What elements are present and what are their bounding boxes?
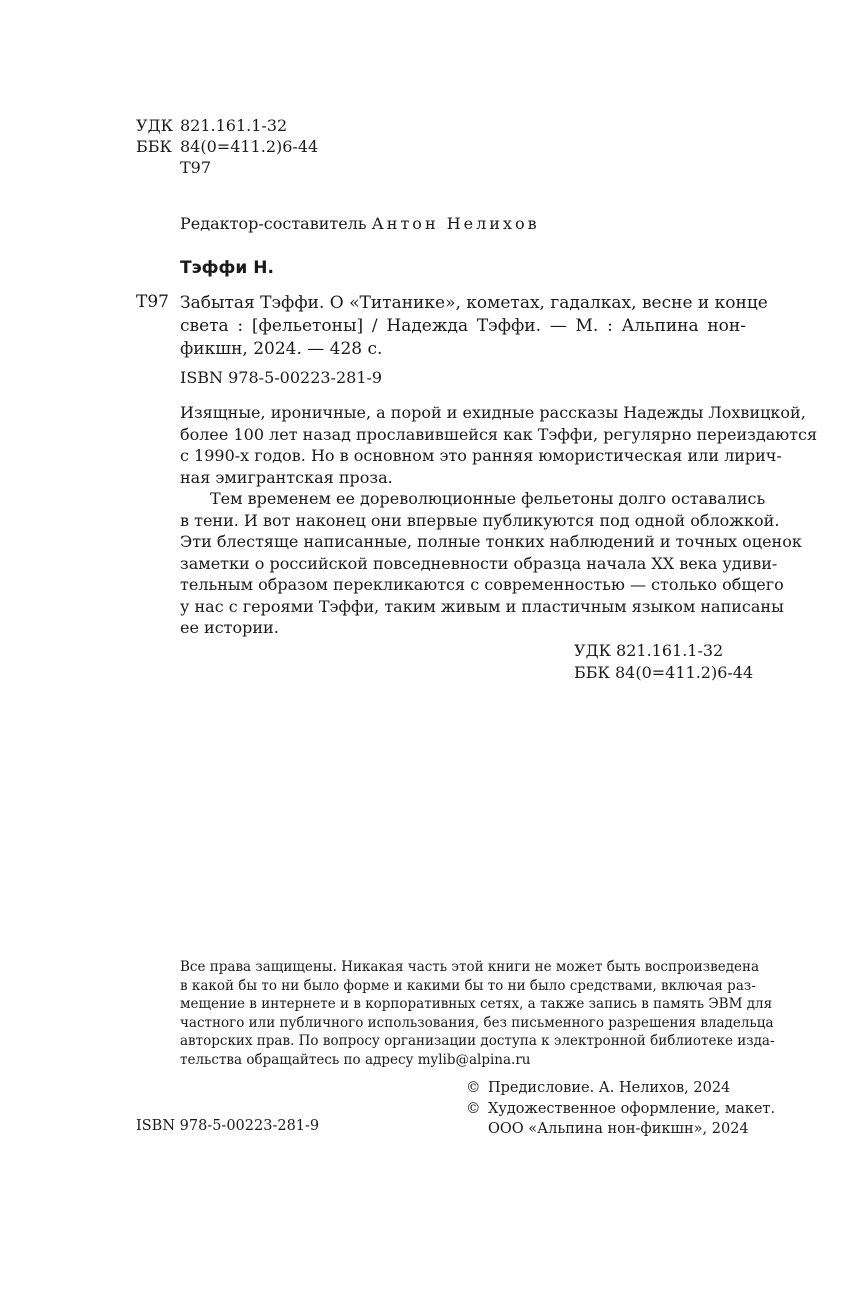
bbk-label: ББК xyxy=(136,137,172,156)
rights-line: авторских прав. По вопросу организации доступа к электронной библиотеке изда- xyxy=(180,1033,775,1049)
annotation xyxy=(180,402,818,639)
copyright-line: Художественное оформление, макет. xyxy=(488,1100,776,1117)
annotation-line: Эти блестяще написанные, полные тонких наблюдений и точных оценок xyxy=(180,532,802,551)
bbk-right: ББК 84(0=411.2)6-44 xyxy=(574,662,754,682)
udk-value: 821.161.1-32 xyxy=(180,116,288,135)
isbn-main: ISBN 978-5-00223-281-9 xyxy=(180,368,383,387)
rights-line: тельства обращайтесь по адресу mylib@alpina.ru xyxy=(180,1051,531,1068)
biblio-line: фикшн, 2024. — 428 с. xyxy=(180,339,383,359)
editor-line xyxy=(180,214,540,233)
annotation-line: заметки о российской повседневности образца начала ХХ века удиви- xyxy=(180,553,778,573)
copyright-symbol: © xyxy=(466,1100,481,1117)
copyright-line: ООО «Альпина нон-фикшн», 2024 xyxy=(488,1121,749,1137)
copyright-row xyxy=(466,1119,775,1140)
annotation-line: ее истории. xyxy=(180,618,279,637)
annotation-line: Тем временем ее дореволюционные фельетоны долго оставались xyxy=(210,489,766,508)
classification-right xyxy=(574,640,753,683)
rights-notice xyxy=(180,958,775,1069)
author-sign: Т97 xyxy=(180,158,212,177)
udk-label: УДК xyxy=(136,116,173,135)
copyright-line: Предисловие. А. Нелихов, 2024 xyxy=(488,1080,731,1096)
annotation-line: у нас с героями Тэффи, таким живым и пластичным языком написаны xyxy=(180,596,784,616)
editor-name: Антон Нелихов xyxy=(371,214,540,233)
annotation-line: более 100 лет назад прославившейся как Тэффи, регулярно переиздаются xyxy=(180,424,818,444)
biblio-line: Забытая Тэффи. О «Титанике», кометах, гадалках, весне и конце xyxy=(180,293,768,313)
isbn-bottom: ISBN 978-5-00223-281-9 xyxy=(136,1118,320,1134)
biblio-line: света : [фельетоны] / Надежда Тэффи. — М. : Альпина нон- xyxy=(180,316,746,336)
biblio-description xyxy=(180,292,768,361)
copyright-row xyxy=(466,1078,775,1099)
rights-line: Все права защищены. Никакая часть этой книги не может быть воспроизведена xyxy=(180,959,760,975)
rights-line: в какой бы то ни было форме и какими бы то ни было средствами, включая раз- xyxy=(180,977,756,994)
copyright-block xyxy=(466,1078,775,1140)
copyright-symbol: © xyxy=(466,1080,481,1096)
copyright-row xyxy=(466,1099,775,1120)
rights-line: мещение в интернете и в корпоративных сетях, а также запись в память ЭВМ для xyxy=(180,996,773,1012)
annotation-line: в тени. И вот наконец они впервые публикуются под одной обложкой. xyxy=(180,510,780,530)
rights-line: частного или публичного использования, без письменного разрешения владельца xyxy=(180,1014,774,1031)
annotation-line: с 1990-х годов. Но в основном это ранняя юмористическая или лирич- xyxy=(180,446,782,465)
udk-right: УДК 821.161.1-32 xyxy=(574,641,724,660)
annotation-line: ная эмигрантская проза. xyxy=(180,467,393,487)
author-heading: Тэффи Н. xyxy=(180,258,274,278)
annotation-line: Изящные, ироничные, а порой и ехидные рассказы Надежды Лохвицкой, xyxy=(180,403,806,422)
biblio-code: Т97 xyxy=(136,292,169,312)
annotation-line: тельным образом перекликаются с современностью — столько общего xyxy=(180,575,784,594)
bbk-value: 84(0=411.2)6-44 xyxy=(180,137,319,156)
editor-role: Редактор-составитель xyxy=(180,214,367,233)
